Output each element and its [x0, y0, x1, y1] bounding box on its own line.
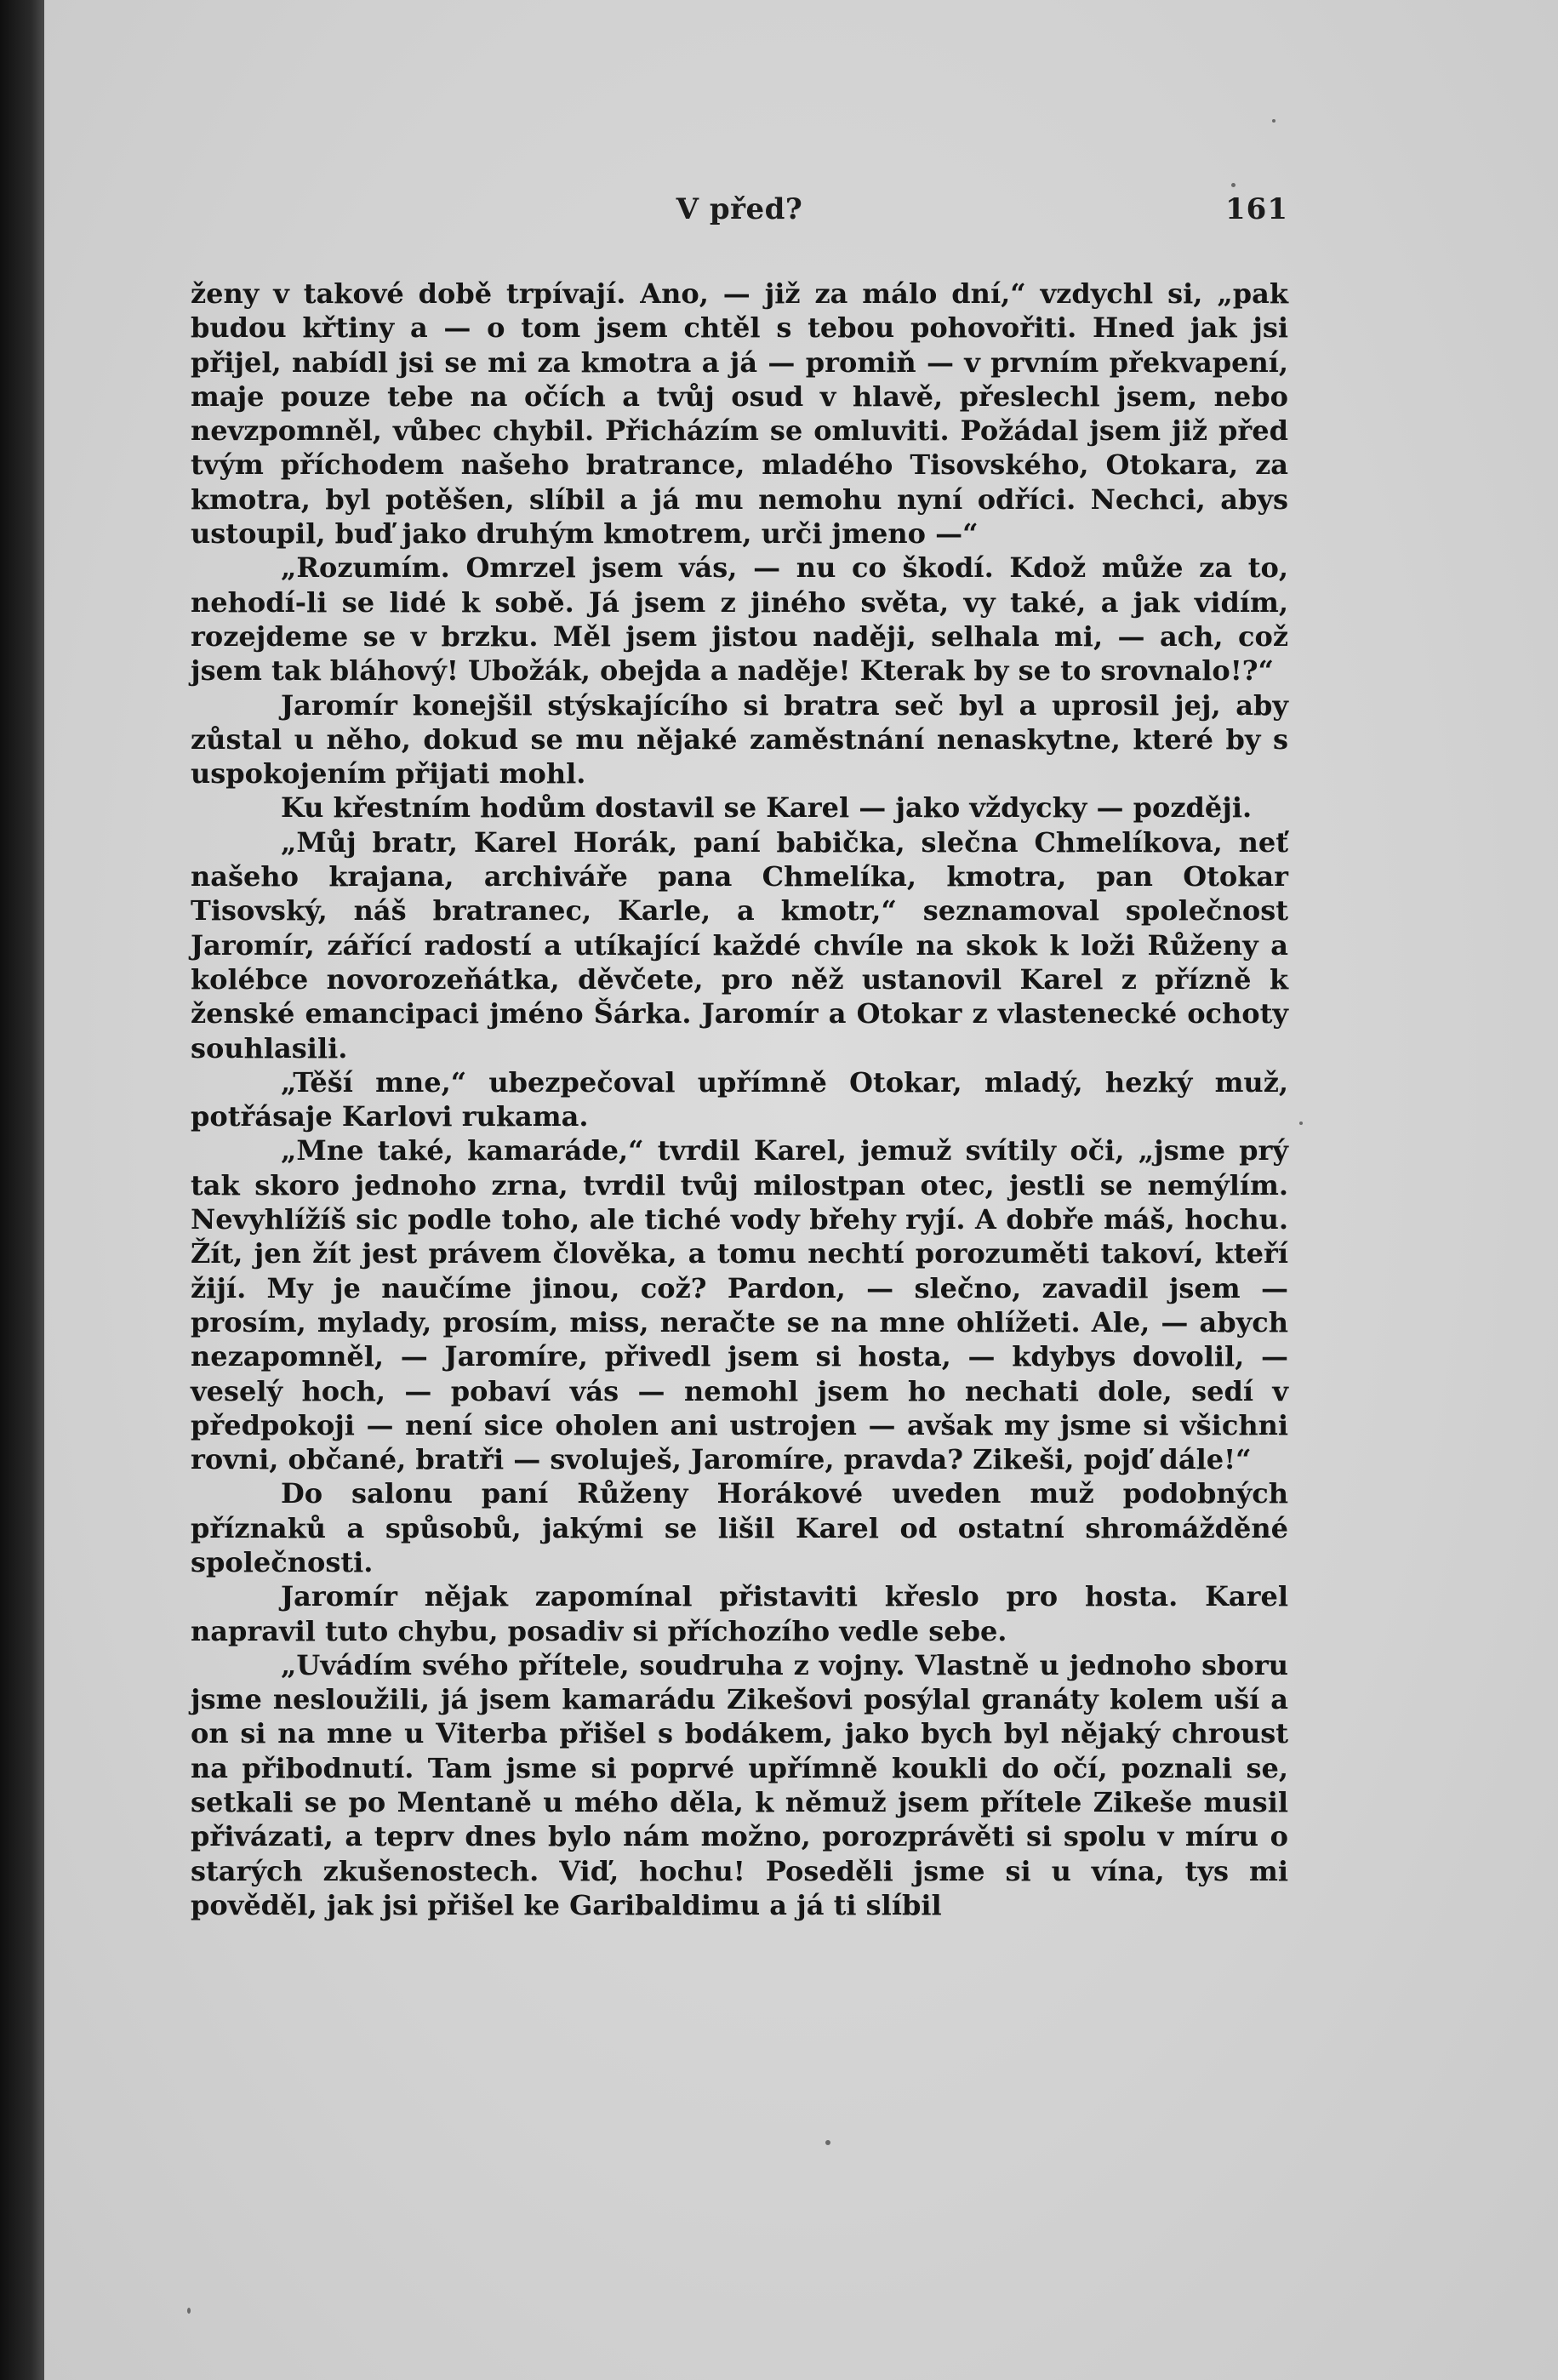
- page-number: 161: [1225, 192, 1288, 226]
- paragraph: ženy v takové době trpívají. Ano, — již za málo dní,“ vzdychl si, „pak budou křtiny a — o tom jsem chtěl s tebou pohovořiti. Hned jak jsi přijel, nabídl jsi se mi za kmotra a já — promiň — v prvním překvapení, maje pouze tebe na očích a tvůj osud v hlavě, přeslechl jsem, nebo nevzpomněl, vůbec chybil. Přicházím se omluviti. Požádal jsem již před tvým příchodem našeho bratrance, mladého Tisovského, Otokara, za kmotra, byl potěšen, slíbil a já mu nemohu nyní odříci. Nechci, abys ustoupil, buď jako druhým kmotrem, urči jmeno —“: [191, 277, 1288, 551]
- paragraph: „Rozumím. Omrzel jsem vás, — nu co škodí. Kdož může za to, nehodí-li se lidé k sobě. Já jsem z jiného světa, vy také, a jak vidím, rozejdeme se v brzku. Měl jsem jistou naději, selhala mi, — ach, což jsem tak bláhový! Ubožák, obejda a naděje! Kterak by se to srovnalo!?“: [191, 551, 1288, 688]
- scan-gutter: [0, 0, 44, 2380]
- paragraph: Do salonu paní Růženy Horákové uveden muž podobných příznaků a spůsobů, jakými se lišil Karel od ostatní shromážděné společnosti.: [191, 1477, 1288, 1578]
- running-head: [191, 192, 1288, 243]
- paragraph: „Mne také, kamaráde,“ tvrdil Karel, jemuž svítily oči, „jsme prý tak skoro jednoho zrna, tvrdil tvůj milostpan otec, jestli se nemýlím. Nevyhlížíš sic podle toho, ale tiché vody břehy ryjí. A dobře máš, hochu. Žít, jen žít jest právem člověka, a tomu nechtí porozuměti takoví, kteří žijí. My je naučíme jinou, což? Pardon, — slečno, zavadil jsem — prosím, mylady, prosím, miss, neračte se na mne ohlížeti. Ale, — abych nezapomněl, — Jaromíre, přivedl jsem si hosta, — kdybys dovolil, — veselý hoch, — pobaví vás — nemohl jsem ho nechati dole, sedí v předpokoji — není sice oholen ani ustrojen — avšak my jsme si všichni rovni, občané, bratři — svoluješ, Jaromíre, pravda? Zikeši, pojď dále!“: [191, 1134, 1288, 1476]
- paragraph: „Můj bratr, Karel Horák, paní babička, slečna Chmelíkova, neť našeho krajana, archiváře pana Chmelíka, kmotra, pan Otokar Tisovský, náš bratranec, Karle, a kmotr,“ seznamoval společnost Jaromír, zářící radostí a utíkající každé chvíle na skok k loži Růženy a kolébce novorozeňátka, děvčete, pro něž ustanovil Karel z přízně k ženské emancipaci jméno Šárka. Jaromír a Otokar z vlastenecké ochoty souhlasili.: [191, 825, 1288, 1064]
- scan-speck: [1272, 119, 1276, 123]
- body-text: [191, 277, 1288, 1922]
- paragraph: „Těší mne,“ ubezpečoval upřímně Otokar, mladý, hezký muž, potřásaje Karlovi rukama.: [191, 1065, 1288, 1133]
- paragraph: Jaromír nějak zapomínal přistaviti křeslo pro hosta. Karel napravil tuto chybu, posadiv si příchozího vedle sebe.: [191, 1580, 1288, 1647]
- scan-speck: [1299, 1122, 1303, 1125]
- paragraph: „Uvádím svého přítele, soudruha z vojny. Vlastně u jednoho sboru jsme nesloužili, já jsem kamarádu Zikešovi posýlal granáty kolem uší a on si na mne u Viterba přišel s bodákem, jako bych byl nějaký chroust na přibodnutí. Tam jsme si poprvé upřímně koukli do očí, poznali se, setkali se po Mentaně u mého děla, k němuž jsem přítele Zikeše musil přivázati, a teprv dnes bylo nám možno, porozprávěti si spolu v míru o starých zkušenostech. Viď, hochu! Poseděli jsme si u vína, tys mi pověděl, jak jsi přišel ke Garibaldimu a já ti slíbil: [191, 1648, 1288, 1921]
- scan-speck: [1231, 183, 1236, 187]
- scan-speck: [187, 2308, 191, 2314]
- scan-speck: [825, 2140, 830, 2145]
- paragraph: Ku křestním hodům dostavil se Karel — jako vždycky — později.: [281, 791, 1253, 825]
- running-title: V před?: [676, 192, 803, 226]
- paragraph: Jaromír konejšil stýskajícího si bratra seč byl a uprosil jej, aby zůstal u něho, dokud se mu nějaké zaměstnání nenaskytne, které by s uspokojením přijati mohl.: [191, 688, 1288, 790]
